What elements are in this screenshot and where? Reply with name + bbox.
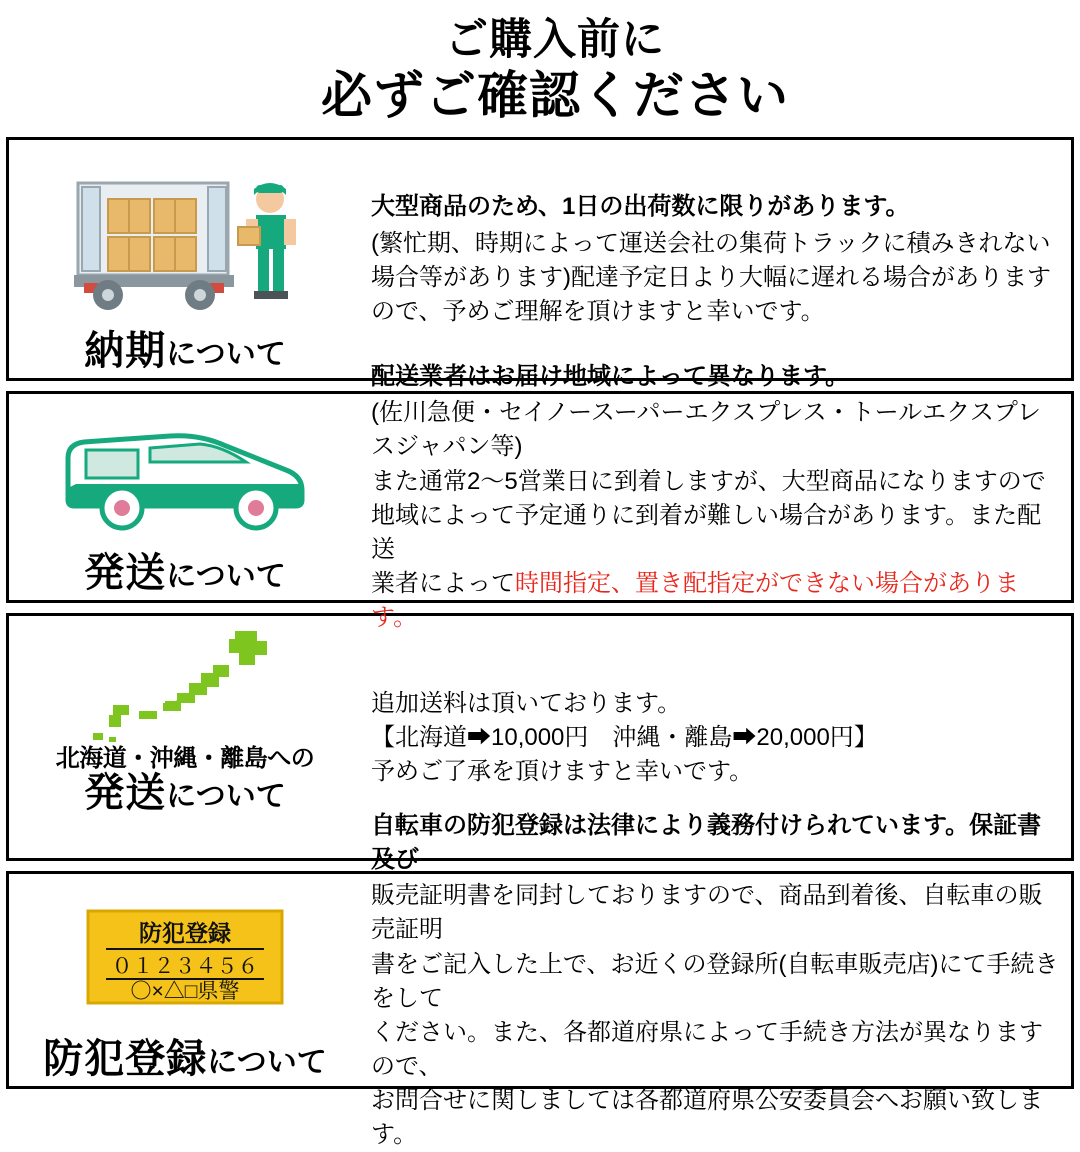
section-delivery-title-small: について <box>166 337 286 371</box>
section-shipping-line-4-red: 時間指定、置き配指定ができない場合があります。 <box>371 569 1019 631</box>
delivery-van-icon <box>13 404 357 552</box>
section-remote-heading: 追加送料は頂いております。 <box>371 689 682 717</box>
section-remote-left <box>9 616 361 858</box>
page-title-line2: 必ずご確認ください <box>320 67 789 125</box>
registration-card-icon <box>13 884 357 1038</box>
section-antitheft-line-2: 書をご記入した上で、お近くの登録所(自転車販売店)にて手続きをして <box>371 950 1059 1012</box>
section-antitheft-title-big: 防犯登録 <box>43 1036 208 1081</box>
section-shipping <box>6 363 1074 631</box>
section-delivery-line-3: ので、予めご理解を頂けますと幸いです。 <box>371 297 825 325</box>
japan-map-icon <box>13 628 357 746</box>
section-antitheft-left <box>9 874 361 1086</box>
page-title <box>0 0 1080 137</box>
section-shipping-line-1: (佐川急便・セイノースーパーエクスプレス・トールエクスプレスジャパン等) <box>371 399 1041 461</box>
section-shipping-heading: 配送業者はお届け地域によって異なります。 <box>371 363 850 391</box>
section-delivery <box>6 137 1074 381</box>
section-antitheft-line-1: 販売証明書を同封しておりますので、商品到着後、自転車の販売証明 <box>371 882 1043 944</box>
section-shipping-title-big: 発送 <box>84 550 167 595</box>
section-antitheft-heading: 自転車の防犯登録は法律により義務付けられています。保証書及び <box>371 812 1042 874</box>
page-title-line1: ご購入前に <box>445 16 665 64</box>
svg-text:〇×△□県警: 〇×△□県警 <box>130 979 240 1003</box>
section-shipping-line-3: 地域によって予定通りに到着が難しい場合があります。また配送 <box>371 501 1042 563</box>
section-delivery-title <box>13 330 357 372</box>
section-shipping-left <box>9 394 361 600</box>
section-remote-title-big: 発送 <box>84 771 167 816</box>
section-delivery-heading: 大型商品のため、1日の出荷数に限りがあります。 <box>371 193 910 221</box>
section-antitheft-body <box>361 812 1071 1148</box>
svg-text:０１２３４５６: ０１２３４５６ <box>111 954 259 978</box>
section-antitheft-line-4: お問合せに関しましては各都道府県公安委員会へお願い致します。 <box>371 1086 1043 1148</box>
section-antitheft-title-small: について <box>207 1045 327 1079</box>
section-antitheft-title <box>13 1038 357 1080</box>
section-remote-title <box>13 772 357 814</box>
section-shipping-title <box>13 552 357 594</box>
section-shipping-body <box>361 363 1071 631</box>
section-remote-line-2: 予めご了承を頂けますと幸いです。 <box>371 757 754 785</box>
section-delivery-title-big: 納期 <box>84 328 167 373</box>
section-antitheft-line-3: ください。また、各都道府県によって手続き方法が異なりますので、 <box>371 1018 1043 1080</box>
delivery-truck-icon <box>13 150 357 330</box>
section-remote-subtitle: 北海道・沖縄・離島への <box>55 744 315 772</box>
svg-text:防犯登録: 防犯登録 <box>139 919 231 946</box>
section-delivery-line-1: (繁忙期、時期によって運送会社の集荷トラックに積みきれない <box>371 229 1051 257</box>
section-remote-line-1: 【北海道➡10,000円 沖縄・離島➡20,000円】 <box>371 723 878 751</box>
section-shipping-line-4-plain: 業者によって <box>371 569 515 597</box>
section-shipping-title-small: について <box>166 559 286 593</box>
section-delivery-body <box>361 140 1071 378</box>
section-antitheft-registration <box>6 812 1074 1148</box>
section-delivery-line-2: 場合等があります)配達予定日より大幅に遅れる場合があります <box>371 263 1051 291</box>
section-delivery-left <box>9 140 361 378</box>
section-remote-title-small: について <box>166 780 286 814</box>
section-shipping-line-2: また通常2〜5営業日に到着しますが、大型商品になりますので <box>371 467 1046 495</box>
